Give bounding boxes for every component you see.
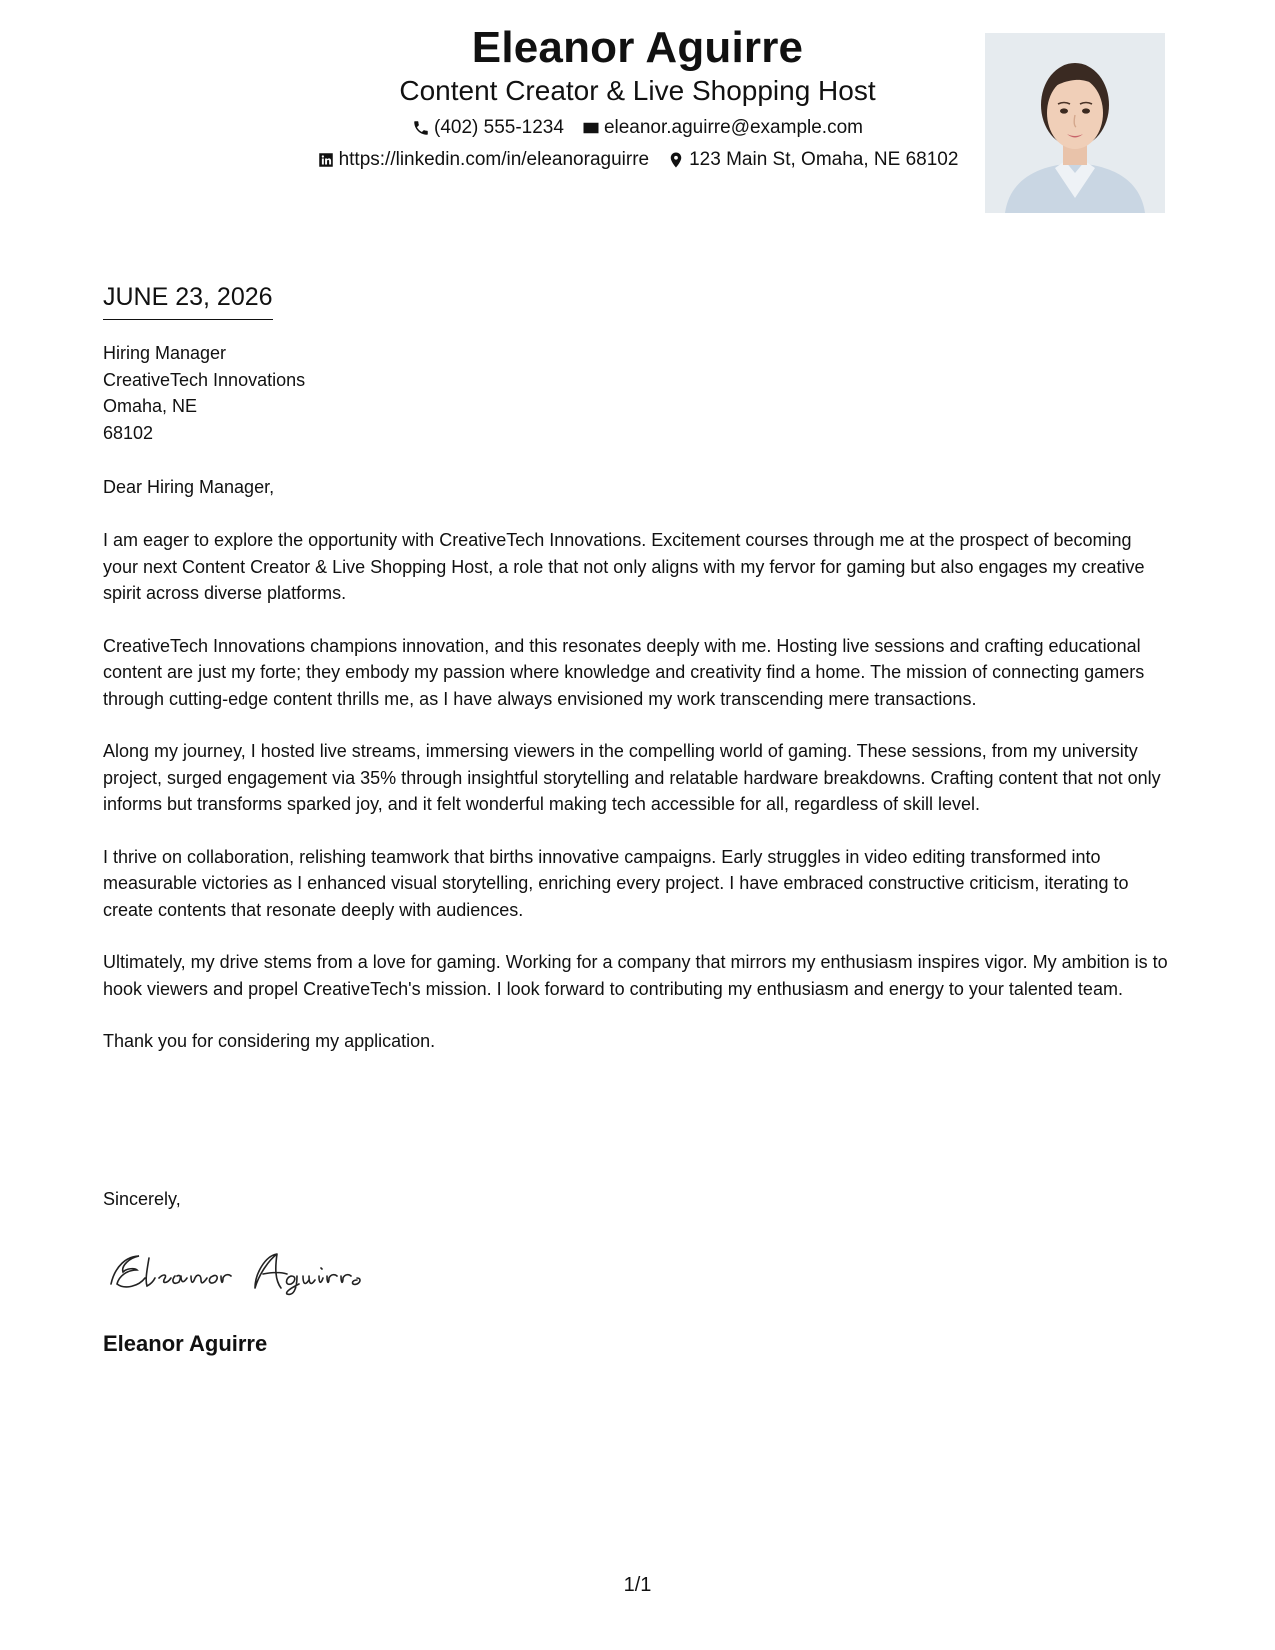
linkedin-text[interactable]: https://linkedin.com/in/eleanoraguirre (338, 149, 650, 170)
map-pin-icon (667, 151, 685, 169)
body-paragraph: Ultimately, my drive stems from a love for gaming. Working for a company that mirrors my enthusiasm inspires vigor. My ambition is to hook viewers and propel CreativeTech's mission. I look forward to contributing my enthusiasm and energy to your talented team. (103, 952, 1168, 999)
phone-contact (412, 116, 564, 140)
recipient-line: 68102 (103, 422, 154, 443)
letter-body (103, 527, 1171, 1081)
recipient-line: CreativeTech Innovations (103, 369, 306, 390)
body-paragraph: Along my journey, I hosted live streams, immersing viewers in the compelling world of gaming. These sessions, from my university project, surged engagement via 35% through insightful storytelling and relatable hardware breakdowns. Crafting content that not only informs but transforms sparked joy, and it felt wonderful making tech accessible for all, regardless of skill level. (103, 741, 1161, 814)
recipient-line: Hiring Manager (103, 343, 227, 363)
body-paragraph: Thank you for considering my application. (103, 1031, 436, 1051)
body-paragraph: I thrive on collaboration, relishing teamwork that births innovative campaigns. Early struggles in video editing transformed into measurable victories as I enhanced visual storytelling, enriching every project. I have embraced constructive criticism, iterating to create contents that resonate deeply with audiences. (103, 846, 1129, 920)
address-text: 123 Main St, Omaha, NE 68102 (689, 149, 959, 170)
portrait-illustration (985, 33, 1165, 213)
linkedin-contact[interactable] (317, 148, 650, 172)
handwritten-signature (105, 1244, 365, 1296)
page-number: 1/1 (623, 1574, 652, 1596)
letter-date: JUNE 23, 2026 (103, 281, 273, 320)
profile-photo (985, 33, 1165, 213)
signed-name: Eleanor Aguirre (103, 1331, 268, 1356)
linkedin-icon (317, 151, 335, 169)
applicant-title: Content Creator & Live Shopping Host (399, 75, 876, 106)
body-paragraph: I am eager to explore the opportunity with CreativeTech Innovations. Excitement courses through me at the prospect of becoming your next Content Creator & Live Shopping Host, a role that not only aligns with my fervor for gaming but also engages my creative spirit across diverse platforms. (103, 530, 1145, 603)
address-contact (667, 148, 958, 172)
phone-text: (402) 555-1234 (434, 117, 564, 138)
applicant-name: Eleanor Aguirre (471, 23, 804, 72)
salutation: Dear Hiring Manager, (103, 477, 275, 497)
recipient-block (103, 340, 305, 446)
email-contact[interactable] (582, 116, 863, 140)
email-text[interactable]: eleanor.aguirre@example.com (603, 117, 863, 138)
closing: Sincerely, (103, 1189, 181, 1209)
body-paragraph: CreativeTech Innovations champions innovation, and this resonates deeply with me. Hosting live sessions and crafting educational content are just my forte; they embody my passion where knowledge and creativity find a home. The mission of connecting gamers through cutting-edge content thrills me, as I have always envisioned my work transcending mere transactions. (103, 635, 1145, 709)
phone-icon (412, 119, 430, 137)
envelope-icon (582, 119, 600, 137)
signature-graphic (105, 1244, 365, 1296)
recipient-line: Omaha, NE (103, 396, 198, 416)
